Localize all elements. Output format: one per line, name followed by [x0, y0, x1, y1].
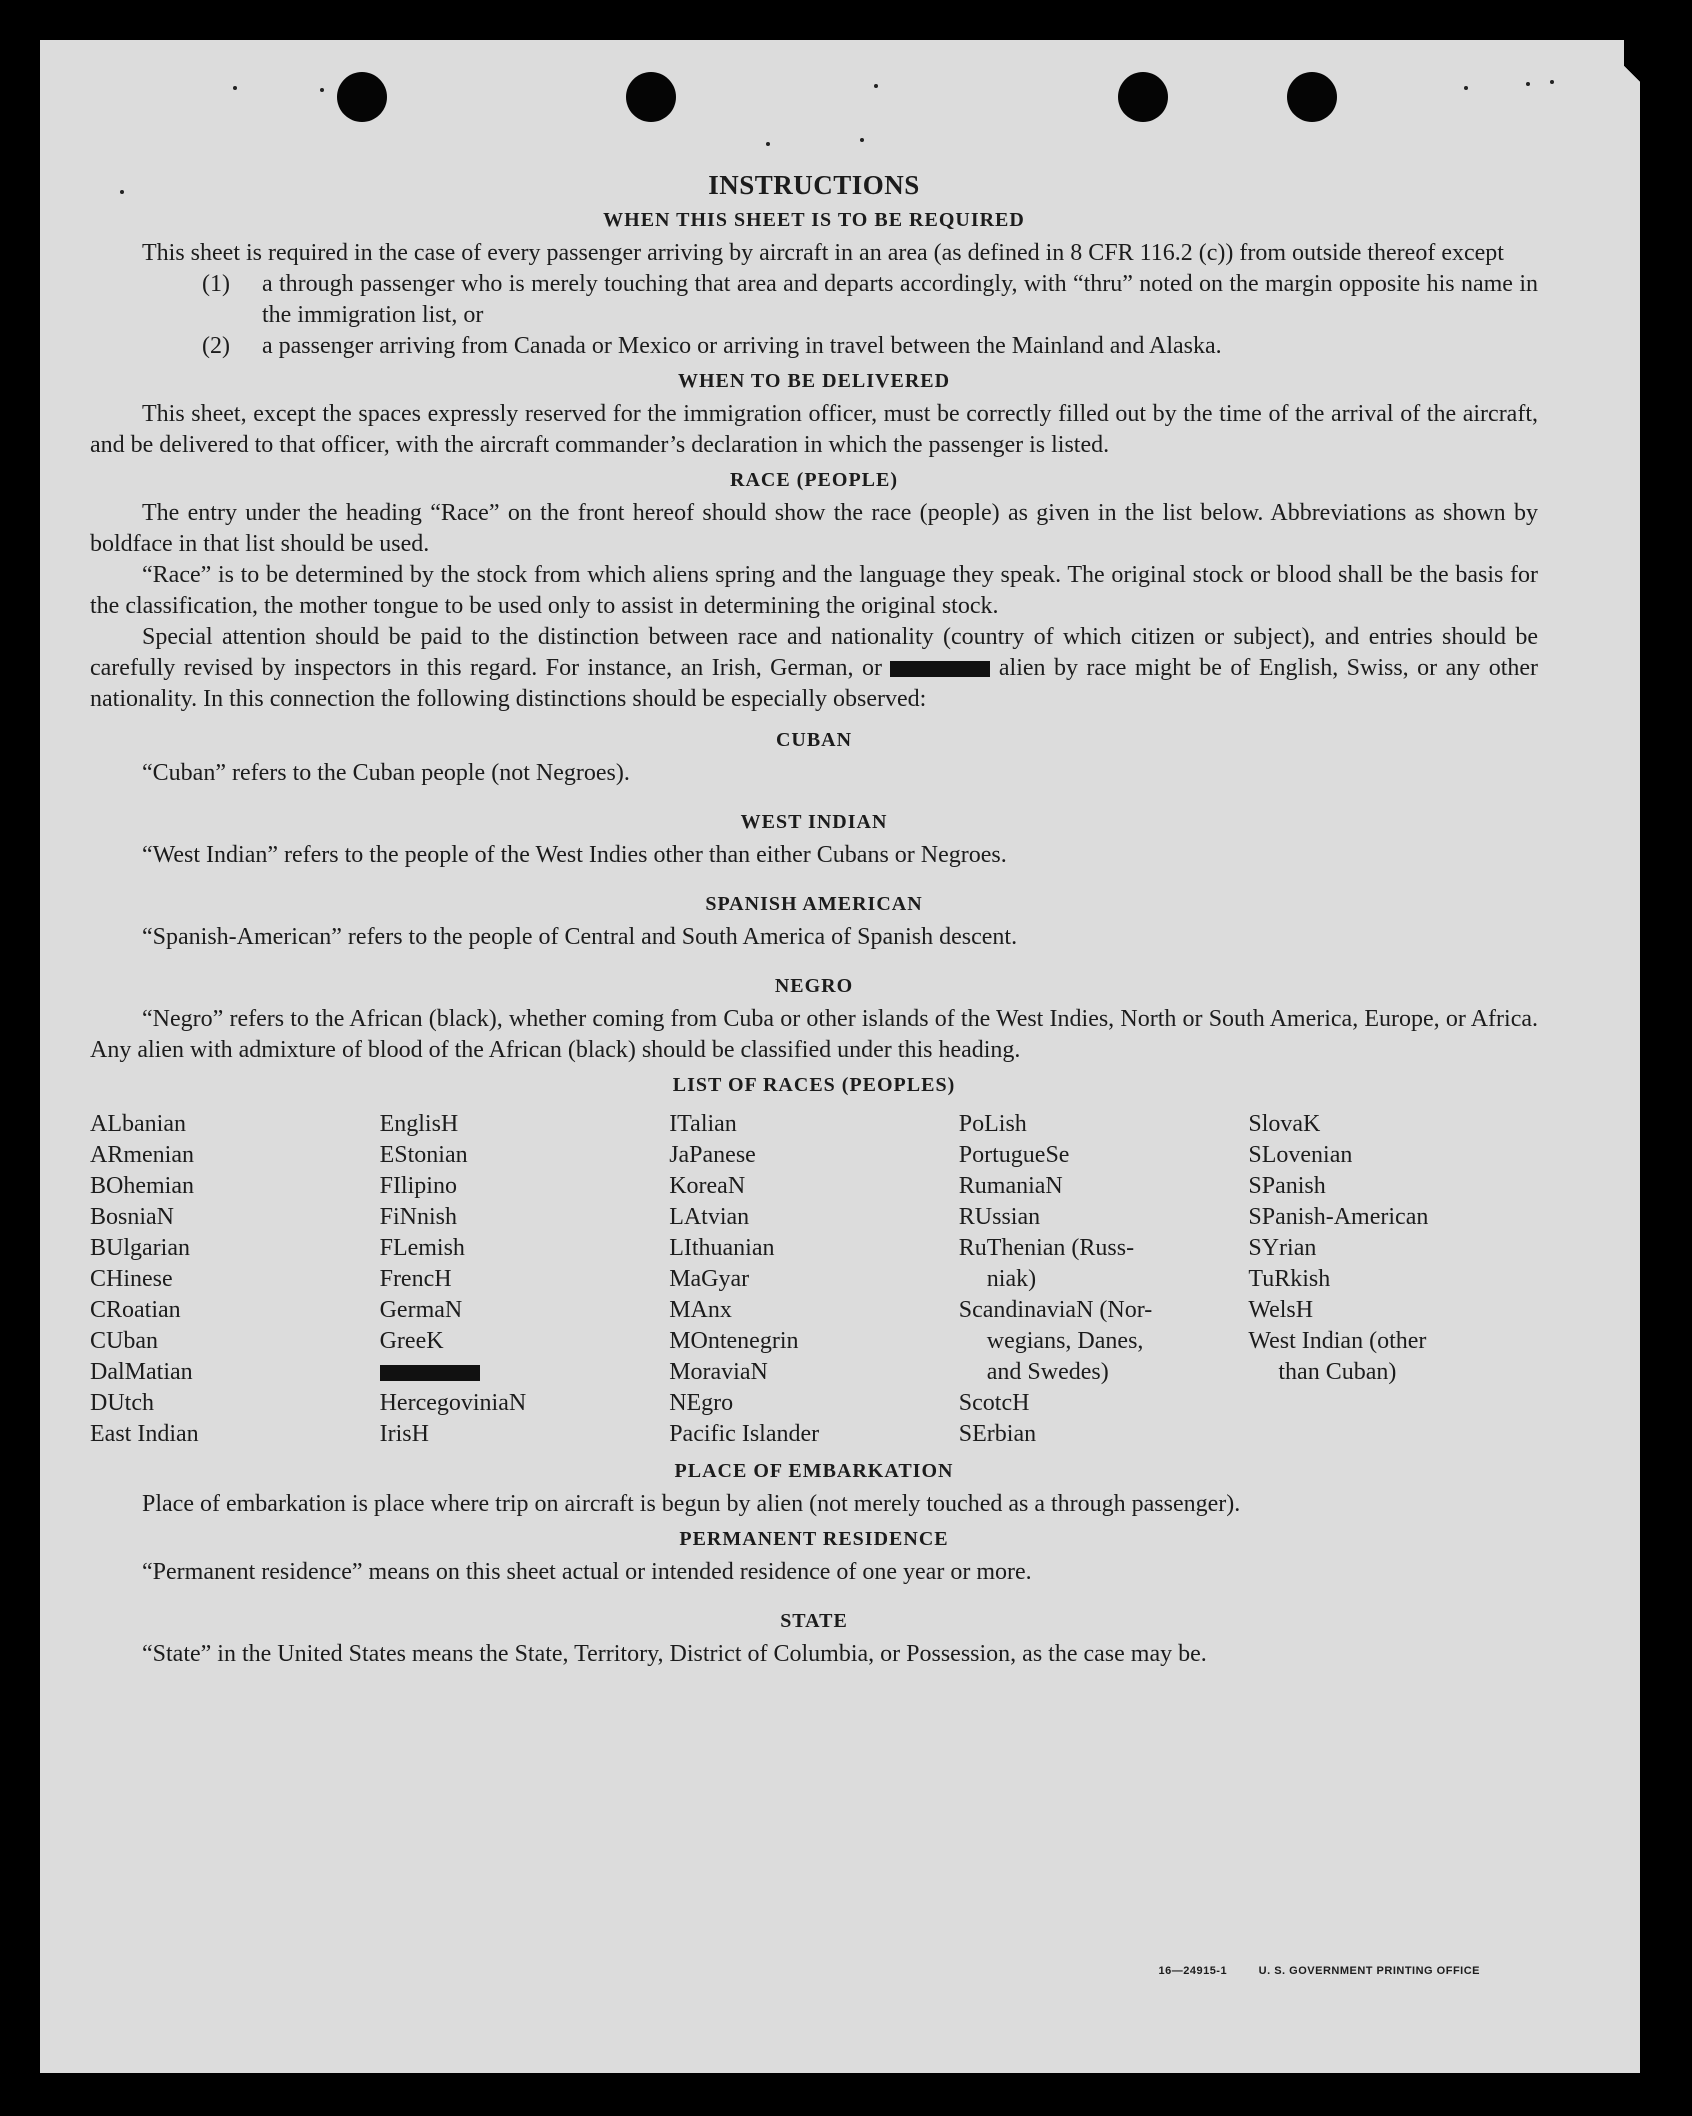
race-paragraph-1: The entry under the heading “Race” on the front hereof should show the race (people) as given in the list below. Abbreviations as shown by boldface in that list should be used. — [90, 500, 1538, 557]
race-entry: wegians, Danes, — [986, 1328, 1144, 1354]
race-entry: DalMatian — [90, 1359, 193, 1385]
section-heading-when-delivered: WHEN TO BE DELIVERED — [677, 370, 951, 392]
document-page — [40, 40, 1640, 2073]
race-entry: WelsH — [1248, 1297, 1314, 1323]
race-entry: IrisH — [379, 1421, 429, 1447]
race-entry: PortugueSe — [958, 1142, 1070, 1168]
race-entry: PoLish — [958, 1111, 1027, 1137]
item-number: (1) — [202, 271, 230, 297]
races-column-3 — [669, 1109, 959, 1450]
race-entry: NEgro — [669, 1390, 734, 1416]
section-heading-state: STATE — [780, 1610, 848, 1632]
race-entry: GreeK — [379, 1328, 444, 1354]
section-heading-residence: PERMANENT RESIDENCE — [679, 1528, 949, 1550]
item-number: (2) — [202, 333, 230, 359]
content — [90, 40, 1538, 1670]
race-entry: SYrian — [1248, 1235, 1317, 1261]
redacted-race-entry — [380, 1365, 480, 1381]
race-entry: RumaniaN — [958, 1173, 1063, 1199]
race-entry: MaGyar — [669, 1266, 750, 1292]
form-number: 16—24915-1 — [1158, 1965, 1228, 1977]
races-column-5 — [1248, 1109, 1538, 1450]
race-entry: MoraviaN — [669, 1359, 768, 1385]
race-entry: EnglisH — [379, 1111, 459, 1137]
race-entry: niak) — [986, 1266, 1037, 1292]
race-entry: SlovaK — [1248, 1111, 1321, 1137]
state-text: “State” in the United States means the State, Territory, District of Columbia, or Possession, as the case may be. — [142, 1641, 1207, 1667]
redaction-mark — [890, 661, 990, 677]
races-column-2 — [380, 1109, 670, 1450]
cuban-text: “Cuban” refers to the Cuban people (not Negroes). — [142, 760, 630, 786]
section-heading-spanish-american: SPANISH AMERICAN — [705, 893, 923, 915]
race-entry: RUssian — [958, 1204, 1041, 1230]
residence-text: “Permanent residence” means on this sheet actual or intended residence of one year or more. — [142, 1559, 1032, 1585]
section-heading-west-indian: WEST INDIAN — [740, 811, 888, 833]
race-entry: TuRkish — [1248, 1266, 1331, 1292]
race-entry: FiNnish — [379, 1204, 457, 1230]
race-paragraph-3 — [90, 622, 1538, 715]
item-text: a through passenger who is merely touching that area and departs accordingly, with “thru” noted on the margin opposite his name in the immigration list, or — [262, 271, 1538, 328]
race-paragraph-3-start: Special attention should be paid to the distinction between race and nationality (country of which citizen or subject), and entries should be carefully revised by inspectors in this regard. For instance, an Irish, German, or — [90, 624, 1538, 681]
race-entry: FLemish — [379, 1235, 465, 1261]
list-item — [90, 269, 1538, 331]
race-entry: MOntenegrin — [669, 1328, 799, 1354]
race-entry: HercegoviniaN — [379, 1390, 527, 1416]
race-entry: ARmenian — [90, 1142, 194, 1168]
race-entry: ITalian — [669, 1111, 737, 1137]
race-entry: West Indian (other — [1248, 1328, 1427, 1354]
race-entry: JaPanese — [669, 1142, 756, 1168]
race-entry: than Cuban) — [1278, 1359, 1397, 1385]
when-delivered-text: This sheet, except the spaces expressly reserved for the immigration officer, must be correctly filled out by the time of the arrival of the aircraft, and be delivered to that officer, with the aircraft commander’s declaration in which the passenger is listed. — [90, 401, 1538, 458]
race-entry: Pacific Islander — [669, 1421, 820, 1447]
section-heading-embarkation: PLACE OF EMBARKATION — [674, 1460, 954, 1482]
race-entry: GermaN — [379, 1297, 463, 1323]
race-entry: CRoatian — [90, 1297, 181, 1323]
spanish-american-text: “Spanish-American” refers to the people of Central and South America of Spanish descent. — [142, 924, 1018, 950]
section-heading-list-of-races: LIST OF RACES (PEOPLES) — [672, 1074, 956, 1096]
races-column-1 — [90, 1109, 380, 1450]
item-text: a passenger arriving from Canada or Mexico or arriving in travel between the Mainland and Alaska. — [262, 333, 1222, 359]
section-heading-when-required: WHEN THIS SHEET IS TO BE REQUIRED — [603, 209, 1025, 231]
race-entry: ScotcH — [958, 1390, 1030, 1416]
race-entry: BOhemian — [90, 1173, 194, 1199]
race-entry: SErbian — [958, 1421, 1037, 1447]
race-entry: CUban — [90, 1328, 158, 1354]
race-entry: ScandinaviaN (Nor- — [958, 1297, 1153, 1323]
printer-name: U. S. GOVERNMENT PRINTING OFFICE — [1258, 1965, 1480, 1977]
race-entry: KoreaN — [669, 1173, 746, 1199]
negro-text: “Negro” refers to the African (black), whether coming from Cuba or other islands of the West Indies, North or South America, Europe, or Africa. Any alien with admixture of blood of the African (black) should be classified under this heading. — [90, 1006, 1538, 1063]
redaction-mark — [380, 1357, 670, 1388]
section-heading-race: RACE (PEOPLE) — [730, 469, 898, 491]
races-table — [90, 1109, 1538, 1450]
footer — [1130, 1965, 1480, 1977]
race-entry: LAtvian — [669, 1204, 750, 1230]
race-entry: and Swedes) — [986, 1359, 1109, 1385]
races-column-4 — [959, 1109, 1249, 1450]
section-heading-negro: NEGRO — [774, 975, 854, 997]
race-entry: BosniaN — [90, 1204, 174, 1230]
embarkation-text: Place of embarkation is place where trip on aircraft is begun by alien (not merely touched as a through passenger). — [142, 1491, 1241, 1517]
exception-list — [90, 269, 1538, 362]
race-entry: SPanish — [1248, 1173, 1326, 1199]
race-entry: BUlgarian — [90, 1235, 190, 1261]
race-entry: SLovenian — [1248, 1142, 1353, 1168]
race-entry: DUtch — [90, 1390, 154, 1416]
race-entry: MAnx — [669, 1297, 732, 1323]
race-entry: EStonian — [379, 1142, 468, 1168]
section-heading-cuban: CUBAN — [775, 729, 853, 751]
west-indian-text: “West Indian” refers to the people of the West Indies other than either Cubans or Negroes. — [142, 842, 1007, 868]
race-paragraph-2: “Race” is to be determined by the stock from which aliens spring and the language they speak. The original stock or blood shall be the basis for the classification, the mother tongue to be used only to assist in determining the original stock. — [90, 562, 1538, 619]
list-item — [90, 331, 1538, 362]
speck — [1550, 80, 1554, 84]
race-entry: RuThenian (Russ- — [958, 1235, 1135, 1261]
race-entry: ALbanian — [90, 1111, 186, 1137]
race-entry: FIlipino — [379, 1173, 457, 1199]
when-required-intro: This sheet is required in the case of every passenger arriving by aircraft in an area (as defined in 8 CFR 116.2 (c)) from outside thereof except — [142, 240, 1504, 266]
race-entry: FrencH — [379, 1266, 452, 1292]
race-paragraph-3-end: alien by race might be of English, Swiss, or any other nationality. In this connection the following distinctions should be especially observed: — [90, 655, 1539, 712]
page-title: INSTRUCTIONS — [708, 170, 920, 200]
race-entry: LIthuanian — [669, 1235, 775, 1261]
race-entry: East Indian — [90, 1421, 199, 1447]
race-entry: SPanish-American — [1248, 1204, 1429, 1230]
race-entry: CHinese — [90, 1266, 173, 1292]
